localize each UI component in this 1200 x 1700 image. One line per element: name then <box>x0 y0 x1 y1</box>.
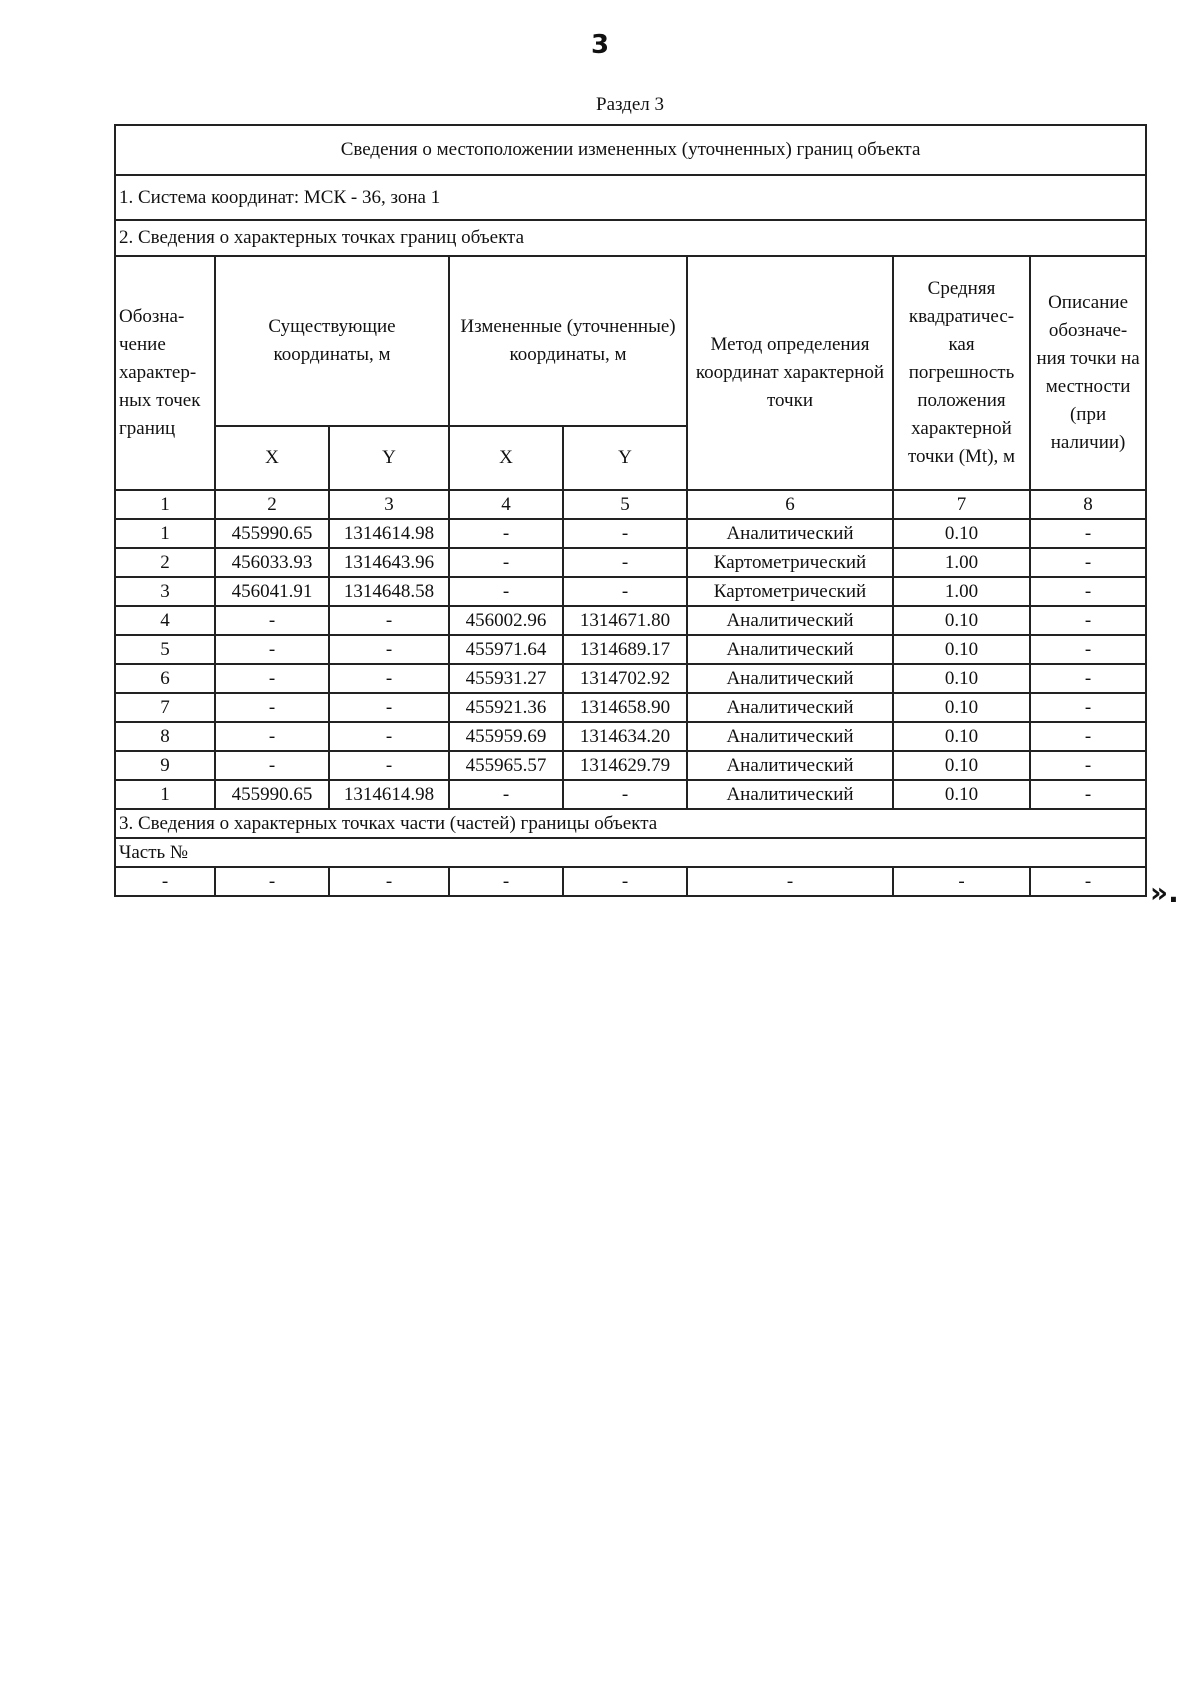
points-heading: 2. Сведения о характерных точках границ объекта <box>115 220 1146 256</box>
changed-y-cell: - <box>563 780 687 809</box>
existing-y-cell: - <box>329 751 449 780</box>
coord-system-row <box>115 175 1146 220</box>
table-row <box>115 548 1146 577</box>
table-row <box>115 751 1146 780</box>
point-id-cell: 6 <box>115 664 215 693</box>
section-label: Раздел 3 <box>596 94 664 115</box>
data-rows <box>115 519 1146 809</box>
header-description: Описание обозначе- ния точки на местности (при наличии) <box>1030 256 1146 490</box>
changed-y-cell: - <box>563 519 687 548</box>
part-label-row <box>115 838 1146 867</box>
existing-x-cell: 456033.93 <box>215 548 329 577</box>
column-number: 8 <box>1030 490 1146 519</box>
header-changed-x: X <box>449 426 563 490</box>
description-cell: - <box>1030 635 1146 664</box>
changed-y-cell: 1314702.92 <box>563 664 687 693</box>
table-row <box>115 780 1146 809</box>
method-cell: Аналитический <box>687 664 893 693</box>
point-id-cell: 2 <box>115 548 215 577</box>
point-id-cell: 5 <box>115 635 215 664</box>
table-row <box>115 577 1146 606</box>
changed-y-cell: - <box>563 548 687 577</box>
changed-x-cell: 456002.96 <box>449 606 563 635</box>
parts-heading-row <box>115 809 1146 838</box>
existing-y-cell: - <box>329 635 449 664</box>
error-cell: 0.10 <box>893 635 1030 664</box>
existing-x-cell: - <box>215 664 329 693</box>
existing-y-cell: 1314643.96 <box>329 548 449 577</box>
header-row-main <box>115 256 1146 426</box>
description-cell: - <box>1030 751 1146 780</box>
column-number: 6 <box>687 490 893 519</box>
error-cell: 1.00 <box>893 548 1030 577</box>
existing-x-cell: - <box>215 606 329 635</box>
table-row <box>115 693 1146 722</box>
method-cell: Аналитический <box>687 635 893 664</box>
changed-x-cell: - <box>449 519 563 548</box>
point-id-cell: 1 <box>115 519 215 548</box>
header-existing-x: X <box>215 426 329 490</box>
point-id-cell: 3 <box>115 577 215 606</box>
part-cell: - <box>563 867 687 896</box>
description-cell: - <box>1030 780 1146 809</box>
part-cell: - <box>687 867 893 896</box>
changed-x-cell: 455921.36 <box>449 693 563 722</box>
table-title: Сведения о местоположении измененных (уточненных) границ объекта <box>115 125 1146 175</box>
part-row <box>115 867 1146 896</box>
existing-y-cell: - <box>329 664 449 693</box>
error-cell: 0.10 <box>893 693 1030 722</box>
existing-y-cell: - <box>329 722 449 751</box>
column-number: 4 <box>449 490 563 519</box>
changed-x-cell: 455965.57 <box>449 751 563 780</box>
part-cell: - <box>893 867 1030 896</box>
changed-x-cell: 455971.64 <box>449 635 563 664</box>
column-number-row <box>115 490 1146 519</box>
closing-quote: ». <box>1150 876 1179 909</box>
changed-y-cell: 1314634.20 <box>563 722 687 751</box>
column-number: 7 <box>893 490 1030 519</box>
description-cell: - <box>1030 693 1146 722</box>
column-number: 2 <box>215 490 329 519</box>
points-heading-row <box>115 220 1146 256</box>
point-id-cell: 7 <box>115 693 215 722</box>
table-row <box>115 664 1146 693</box>
method-cell: Картометрический <box>687 577 893 606</box>
error-cell: 0.10 <box>893 664 1030 693</box>
coord-system-text: 1. Система координат: МСК - 36, зона 1 <box>115 175 1146 220</box>
existing-y-cell: 1314648.58 <box>329 577 449 606</box>
table-row <box>115 635 1146 664</box>
description-cell: - <box>1030 722 1146 751</box>
parts-heading: 3. Сведения о характерных точках части (частей) границы объекта <box>115 809 1146 838</box>
point-id-cell: 8 <box>115 722 215 751</box>
error-cell: 0.10 <box>893 751 1030 780</box>
header-changed-y: Y <box>563 426 687 490</box>
table-row <box>115 519 1146 548</box>
changed-x-cell: 455959.69 <box>449 722 563 751</box>
description-cell: - <box>1030 577 1146 606</box>
part-cell: - <box>449 867 563 896</box>
existing-x-cell: - <box>215 722 329 751</box>
existing-x-cell: 455990.65 <box>215 519 329 548</box>
existing-x-cell: 455990.65 <box>215 780 329 809</box>
existing-x-cell: 456041.91 <box>215 577 329 606</box>
method-cell: Аналитический <box>687 751 893 780</box>
error-cell: 0.10 <box>893 606 1030 635</box>
part-label: Часть № <box>115 838 1146 867</box>
part-cell: - <box>1030 867 1146 896</box>
error-cell: 0.10 <box>893 519 1030 548</box>
table-row <box>115 722 1146 751</box>
existing-y-cell: - <box>329 693 449 722</box>
changed-y-cell: 1314658.90 <box>563 693 687 722</box>
existing-x-cell: - <box>215 635 329 664</box>
part-cell: - <box>215 867 329 896</box>
header-existing-coords: Существующие координаты, м <box>215 256 449 426</box>
existing-y-cell: 1314614.98 <box>329 519 449 548</box>
point-id-cell: 9 <box>115 751 215 780</box>
method-cell: Аналитический <box>687 519 893 548</box>
point-id-cell: 1 <box>115 780 215 809</box>
existing-x-cell: - <box>215 751 329 780</box>
existing-x-cell: - <box>215 693 329 722</box>
error-cell: 0.10 <box>893 780 1030 809</box>
column-number: 5 <box>563 490 687 519</box>
existing-y-cell: - <box>329 606 449 635</box>
method-cell: Аналитический <box>687 693 893 722</box>
changed-x-cell: - <box>449 548 563 577</box>
column-number: 3 <box>329 490 449 519</box>
table-title-row <box>115 125 1146 175</box>
method-cell: Аналитический <box>687 606 893 635</box>
method-cell: Картометрический <box>687 548 893 577</box>
changed-x-cell: - <box>449 577 563 606</box>
changed-x-cell: - <box>449 780 563 809</box>
boundary-points-table <box>114 124 1147 897</box>
header-designation: Обозна- чение характер- ных точек границ <box>115 256 215 490</box>
description-cell: - <box>1030 664 1146 693</box>
description-cell: - <box>1030 606 1146 635</box>
part-cell: - <box>329 867 449 896</box>
header-existing-y: Y <box>329 426 449 490</box>
table-row <box>115 606 1146 635</box>
point-id-cell: 4 <box>115 606 215 635</box>
changed-y-cell: 1314671.80 <box>563 606 687 635</box>
changed-y-cell: 1314629.79 <box>563 751 687 780</box>
header-error: Средняя квадратичес- кая погрешность положения характерной точки (Mt), м <box>893 256 1030 490</box>
column-number: 1 <box>115 490 215 519</box>
page-number: 3 <box>590 30 610 60</box>
header-changed-coords: Измененные (уточненные) координаты, м <box>449 256 687 426</box>
changed-y-cell: 1314689.17 <box>563 635 687 664</box>
error-cell: 1.00 <box>893 577 1030 606</box>
method-cell: Аналитический <box>687 780 893 809</box>
error-cell: 0.10 <box>893 722 1030 751</box>
description-cell: - <box>1030 548 1146 577</box>
method-cell: Аналитический <box>687 722 893 751</box>
part-cell: - <box>115 867 215 896</box>
changed-x-cell: 455931.27 <box>449 664 563 693</box>
existing-y-cell: 1314614.98 <box>329 780 449 809</box>
description-cell: - <box>1030 519 1146 548</box>
header-method: Метод определения координат характерной точки <box>687 256 893 490</box>
changed-y-cell: - <box>563 577 687 606</box>
